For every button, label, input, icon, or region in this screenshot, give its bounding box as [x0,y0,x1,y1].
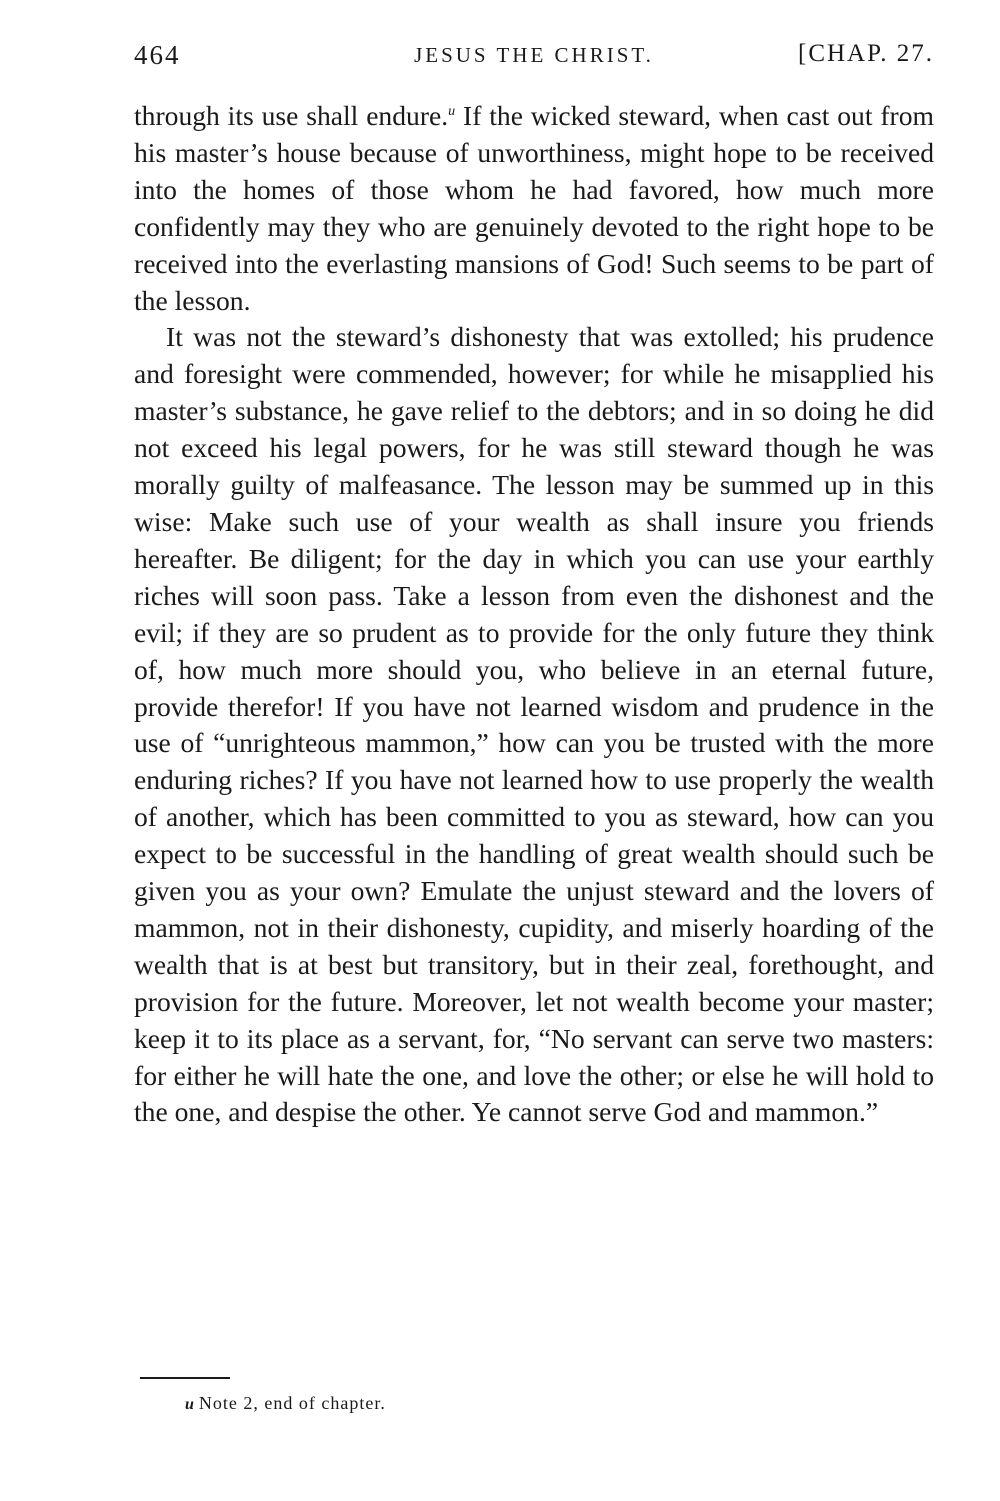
page-number: 464 [134,40,181,70]
running-header [134,40,934,80]
body-text [134,98,934,1131]
paragraph-1 [134,98,934,319]
paragraph-1-text-a: through its use shall endure. [134,100,449,131]
footnote-reference: u [448,103,456,119]
footnote [185,1393,386,1414]
footnote-marker: u [185,1396,195,1413]
paragraph-2: It was not the steward’s dishonesty that was extolled; his prudence and foresight were commended, however; for while he misapplied his master’s substance, he gave relief to the debtors; and in so doing he did not exceed his legal powers, for he was still steward though he was morally guilty of malfeasance. The lesson may be summed up in this wise: Make such use of your wealth as shall insure you friends hereafter. Be diligent; for the day in which you can use your earthly riches will soon pass. Take a lesson from even the dishonest and the evil; if they are so prudent as to provide for the only future they think of, how much more should you, who believe in an eternal future, provide therefor! If you have not learned wisdom and prudence in the use of “unrighteous mammon,” how can you be trusted with the more enduring riches? If you have not learned how to use properly the wealth of another, which has been committed to you as steward, how can you expect to be successful in the handling of great wealth should such be given you as your own? Emulate the unjust steward and the lovers of mammon, not in their dishonesty, cupidity, and miserly hoarding of the wealth that is at best but transitory, but in their zeal, forethought, and provision for the future. Moreover, let not wealth become your master; keep it to its place as a servant, for, “No servant can serve two masters: for either he will hate the one, and love the other; or else he will hold to the one, and despise the other. Ye cannot serve God and mammon.” [134,321,934,1128]
chapter-label: [CHAP. 27. [798,40,934,67]
running-title: JESUS THE CHRIST. [414,43,654,67]
paragraph-1-text-b: If the wicked steward, when cast out from his master’s house because of unworthiness, might hope to be received into the homes of those whom he had favored, how much more confidently may they who are genuinely devoted to the right hope to be received into the everlasting mansions of God! Such seems to be part of the lesson. [134,100,934,316]
footnote-divider [140,1377,230,1379]
footnote-text: Note 2, end of chapter. [198,1393,386,1413]
